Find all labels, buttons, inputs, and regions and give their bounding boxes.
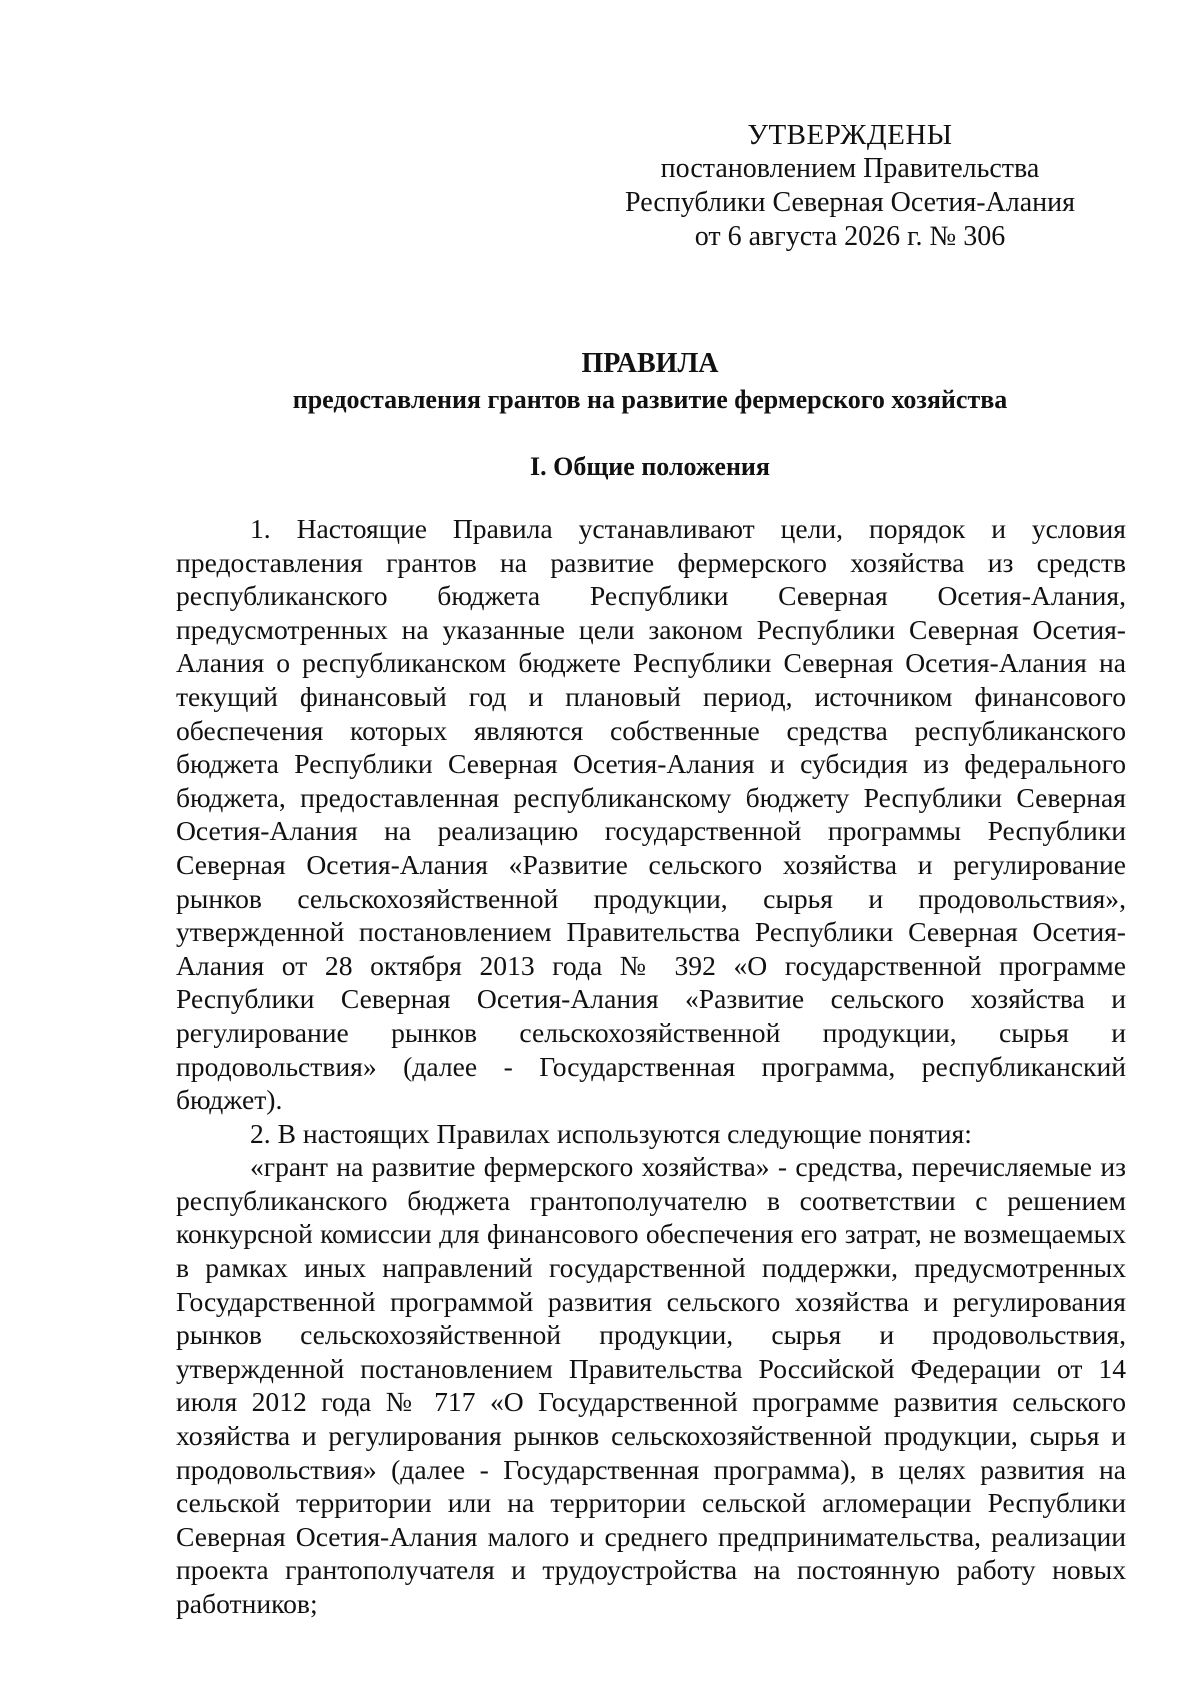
section-heading: I. Общие положения xyxy=(530,452,770,481)
document-title: ПРАВИЛА xyxy=(581,348,719,379)
approval-block xyxy=(600,118,1100,254)
approval-line-2: Республики Северная Осетия-Алания xyxy=(625,187,1075,218)
paragraph-3: «грант на развитие фермерского хозяйства» - средства, перечисляемые из республиканского бюджета грантополучателю в соответствии с решением конкурсной комиссии для финансового обеспечения его затрат, не возмещаемых в рамках иных направлений государственной поддержки, предусмотренных Государственной программой развития сельского хозяйства и регулирования рынков сельскохозяйственной продукции, сырья и продовольствия, утвержденной постановлением Правительства Российской Федерации от 14 июля 2012 года № 717 «О Государственной программе развития сельского хозяйства и регулирования рынков сельскохозяйственной продукции, сырья и продовольствия» (далее - Государственная программа), в целях развития на сельской территории или на территории сельской агломерации Республики Северная Осетия-Алания малого и среднего предпринимательства, реализации проекта грантополучателя и трудоустройства на постоянную работу новых работников; xyxy=(176,1151,1126,1619)
paragraph-2: 2. В настоящих Правилах используются следующие понятия: xyxy=(250,1117,972,1149)
approval-line-1: постановлением Правительства xyxy=(660,153,1040,184)
approval-line-3: от 6 августа 2026 г. № 306 xyxy=(694,221,1006,252)
approval-title: УТВЕРЖДЕНЫ xyxy=(747,119,953,151)
document-body xyxy=(176,512,1126,1621)
document-subtitle: предоставления грантов на развитие фермерского хозяйства xyxy=(292,385,1008,414)
paragraph-1: 1. Настоящие Правила устанавливают цели, порядок и условия предоставления грантов на развитие фермерского хозяйства из средств республиканского бюджета Республики Северная Осетия-Алания, предусмотренных на указанные цели законом Республики Северная Осетия-Алания о республиканском бюджете Республики Северная Осетия-Алания на текущий финансовый год и плановый период, источником финансового обеспечения которых являются собственные средства республиканского бюджета Республики Северная Осетия-Алания и субсидия из федерального бюджета, предоставленная республиканскому бюджету Республики Северная Осетия-Алания на реализацию государственной программы Республики Северная Осетия-Алания «Развитие сельского хозяйства и регулирование рынков сельскохозяйственной продукции, сырья и продовольствия», утвержденной постановлением Правительства Республики Северная Осетия-Алания от 28 октября 2013 года № 392 «О государственной программе Республики Северная Осетия-Алания «Развитие сельского хозяйства и регулирование рынков сельскохозяйственной продукции, сырья и продовольствия» (далее - Государственная программа, республиканский бюджет). xyxy=(176,513,1126,1116)
